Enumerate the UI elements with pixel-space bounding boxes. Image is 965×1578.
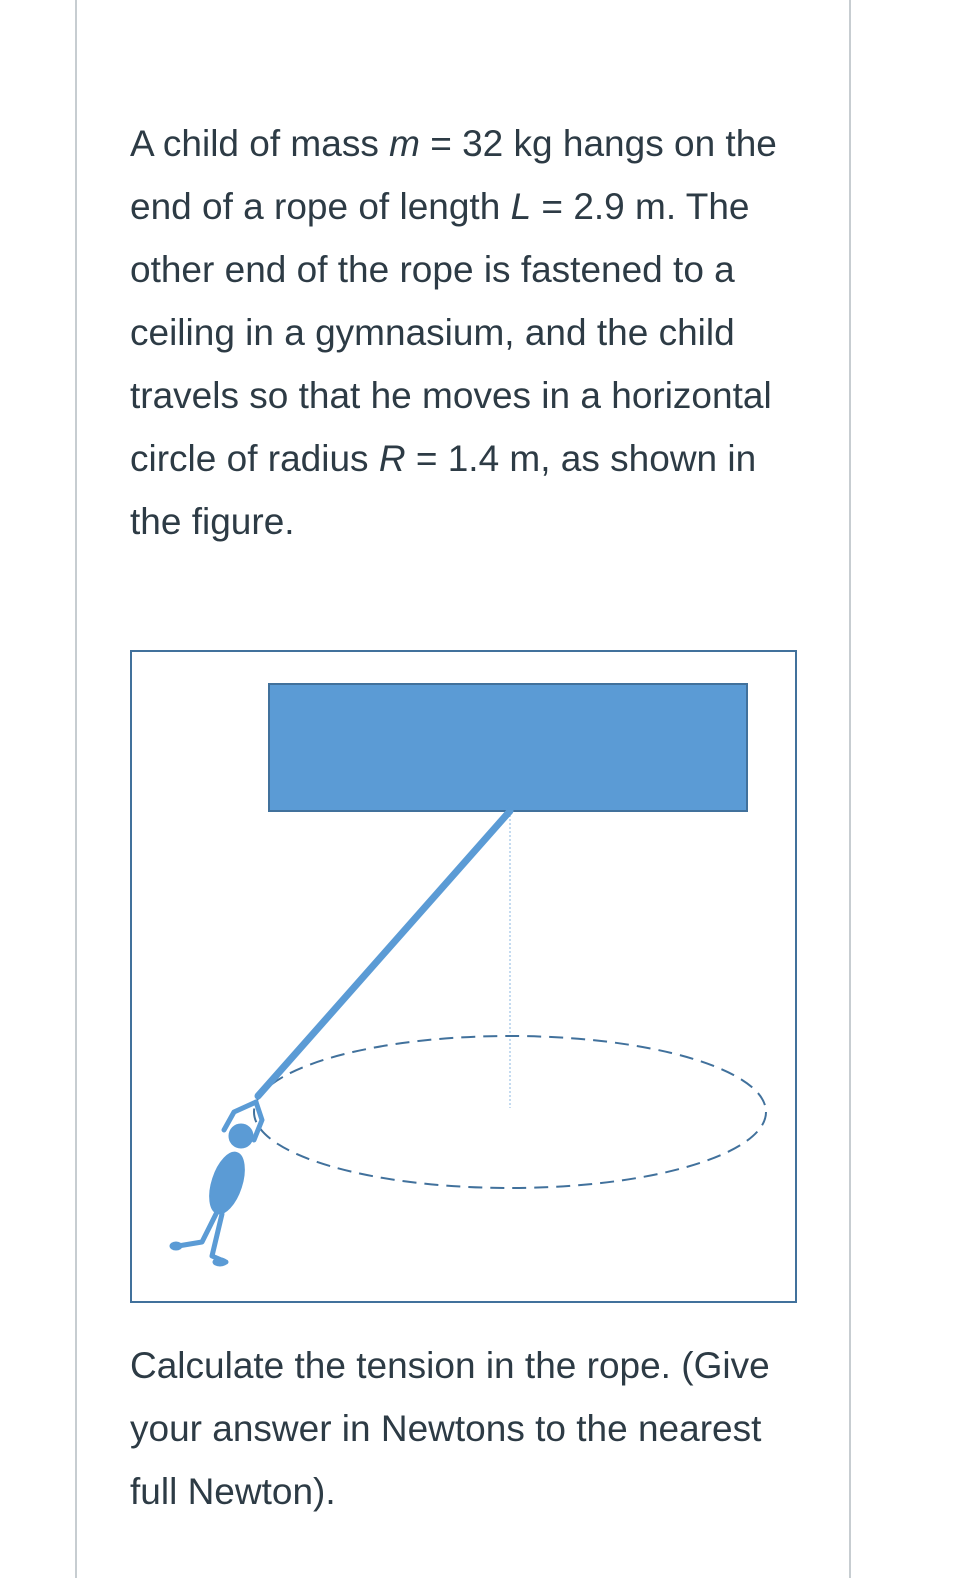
prompt-text bbox=[130, 1334, 790, 1523]
mass-symbol: m bbox=[389, 123, 420, 164]
question-part-1: A child of mass bbox=[130, 123, 390, 164]
figure-svg bbox=[130, 650, 797, 1303]
question-text bbox=[130, 112, 790, 553]
length-symbol: L bbox=[510, 186, 532, 227]
child-right-foot bbox=[213, 1258, 227, 1266]
radius-symbol: R bbox=[378, 438, 406, 479]
physics-figure bbox=[130, 650, 797, 1303]
question-part-2: = 32 kg hangs on the end of a rope of length bbox=[130, 123, 777, 227]
ceiling-block bbox=[269, 684, 747, 811]
child-head bbox=[229, 1124, 253, 1148]
prompt-paragraph: Calculate the tension in the rope. (Give your answer in Newtons to the nearest full Newton). bbox=[130, 1345, 770, 1512]
question-part-3: = 2.9 m. The other end of the rope is fastened to a ceiling in a gymnasium, and the child travels so that he moves in a horizontal circle of radius bbox=[130, 186, 772, 479]
question-paragraph bbox=[130, 112, 790, 553]
child-left-foot bbox=[170, 1242, 182, 1250]
question-part-4: = 1.4 m, as shown in the figure. bbox=[130, 438, 757, 542]
